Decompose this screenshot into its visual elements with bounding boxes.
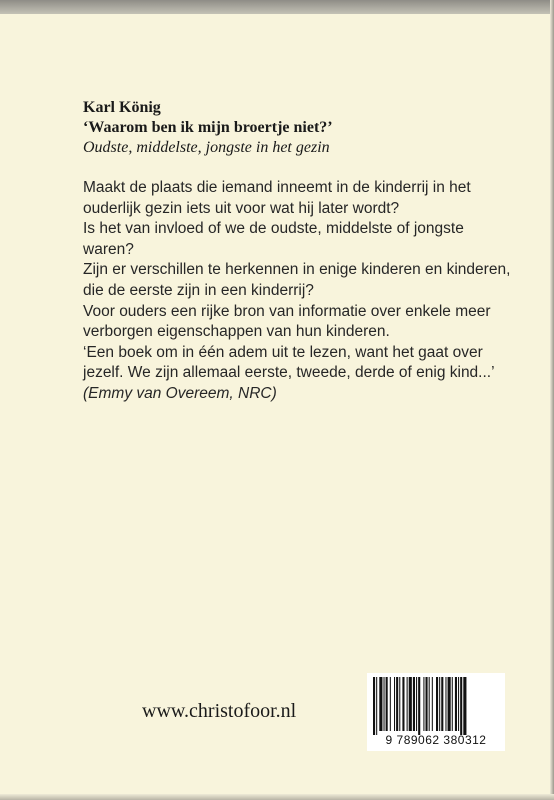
barcode-bar: [458, 677, 459, 731]
barcode-bar: [396, 677, 398, 731]
barcode-bar: [423, 677, 424, 731]
author-name: Karl König: [83, 99, 161, 116]
barcode-bar: [436, 677, 438, 731]
publisher-website[interactable]: www.christofoor.nl: [142, 700, 297, 722]
review-quote: ‘Een boek om in één adem uit te lezen, want het gaat over jezelf. We zijn allemaal eerste, tweede, derde of enig kind...’: [83, 343, 495, 382]
blurb-paragraph: Zijn er verschillen te herkennen in enige kinderen en kinderen, die de eerste zijn in een kinderrij?: [83, 261, 511, 299]
barcode-bar: [426, 677, 428, 731]
barcode-bar: [407, 677, 408, 731]
barcode-bar: [460, 677, 462, 735]
barcode-bar: [413, 677, 415, 731]
barcode-bar: [418, 677, 420, 735]
barcode-bar: [376, 677, 377, 735]
barcode-bar: [448, 677, 451, 731]
barcode-bar: [452, 677, 453, 731]
book-title: ‘Waarom ben ik mijn broertje niet?’: [83, 119, 333, 136]
barcode-bar: [445, 677, 446, 731]
cover-top-edge: [0, 0, 554, 14]
barcode-bar: [379, 677, 382, 731]
barcode-bar: [384, 677, 385, 731]
barcode-bar: [429, 677, 430, 731]
blurb-paragraph: Voor ouders een rijke bron van informatie over enkele meer verborgen eigenschappen van hun kinderen.: [83, 302, 491, 341]
barcode-bar: [463, 677, 466, 735]
barcode-bar: [439, 677, 440, 731]
cover-bottom-edge: [0, 794, 554, 800]
blurb-paragraph: Maakt de plaats die iemand inneemt in de kinderrij in het ouderlijk gezin iets uit voor wat hij later wordt?: [83, 179, 471, 217]
book-subtitle: Oudste, middelste, jongste in het gezin: [83, 139, 330, 156]
blurb-paragraph: Is het van invloed of we de oudste, middelste of jongste waren?: [83, 220, 464, 258]
barcode-bar: [390, 677, 391, 731]
barcode-bar: [402, 677, 404, 731]
barcode-bar: [409, 677, 412, 731]
barcode-bar: [373, 677, 375, 735]
barcode-bar: [432, 677, 433, 731]
barcode-bar: [455, 677, 457, 731]
isbn-number: 9 789062 380312: [385, 733, 487, 747]
barcode-bar: [394, 677, 395, 731]
barcode-bar: [441, 677, 443, 731]
barcode-bar: [386, 677, 388, 731]
quote-source: (Emmy van Overeem, NRC): [83, 384, 277, 402]
barcode-bar: [416, 677, 417, 731]
blurb-text: [83, 178, 513, 405]
barcode-bar: [399, 677, 400, 731]
cover-right-edge: [550, 0, 554, 800]
isbn-barcode: [367, 673, 505, 751]
